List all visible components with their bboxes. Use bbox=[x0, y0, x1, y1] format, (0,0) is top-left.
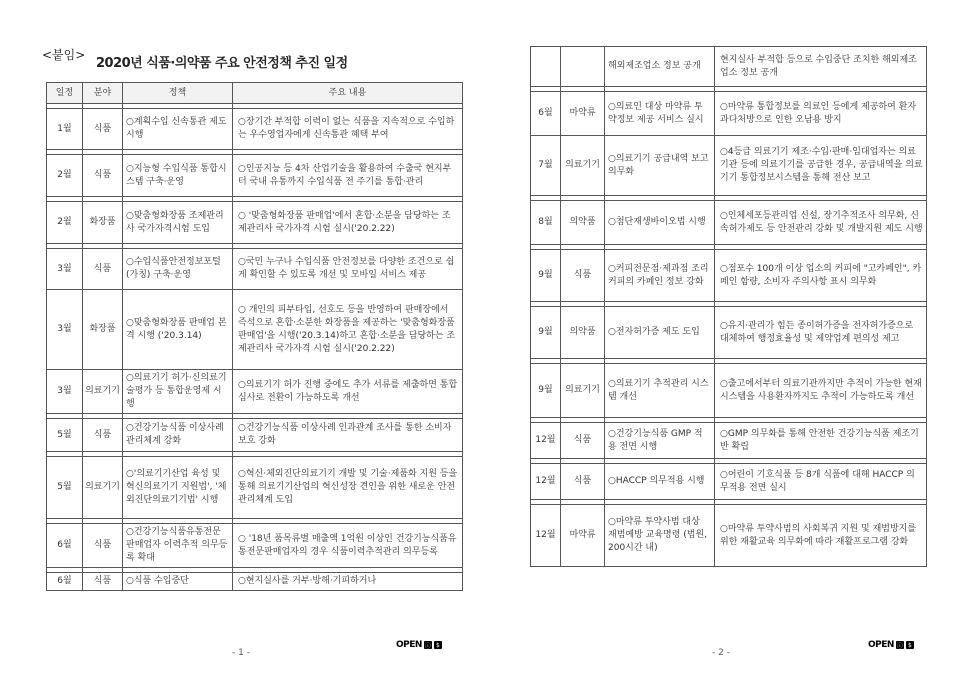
row-policy: ○수입식품안전정보포털(가칭) 구축·운영 bbox=[123, 249, 233, 290]
page-number: - 2 - bbox=[712, 648, 730, 658]
license-icon: $ bbox=[434, 641, 442, 649]
attachment-tag: <붙임> bbox=[42, 48, 86, 62]
row-policy: ○식품 수입중단 bbox=[123, 573, 233, 591]
table-row bbox=[531, 505, 927, 567]
table-row bbox=[47, 290, 463, 370]
row-policy: ○지능형 수입식품 통합시스템 구축·운영 bbox=[123, 155, 233, 197]
row-month: 8월 bbox=[531, 201, 561, 245]
row-content: ○마약류 투약사범의 사회복귀 지원 및 재범방지를 위한 재활교육 의무화에 따라 재활프로그램 강화 bbox=[715, 505, 927, 567]
row-content: ○마약류 통합정보를 의료인 등에게 제공하여 환자 과다처방으로 인한 오남용 방지 bbox=[715, 92, 927, 136]
open-logo-text: OPEN bbox=[868, 640, 894, 650]
row-month: 1월 bbox=[47, 109, 83, 150]
row-field: 식품 bbox=[561, 464, 605, 500]
header-content: 주요 내용 bbox=[233, 83, 463, 104]
row-content: ○유지·관리가 힘든 종이허가증을 전자허가증으로 대체하여 행정효율성 및 제약업계 편의성 제고 bbox=[715, 307, 927, 359]
row-month: 2월 bbox=[47, 202, 83, 244]
row-policy: ○건강기능식품 GMP 적용 전면 시행 bbox=[605, 423, 715, 459]
row-month: 9월 bbox=[531, 364, 561, 418]
row-month: 5월 bbox=[47, 419, 83, 452]
table-row bbox=[531, 364, 927, 418]
row-policy: ○첨단재생바이오법 시행 bbox=[605, 201, 715, 245]
row-policy: ○'의료기기산업 육성 및 혁신의료기기 지원법', '체외진단의료기기법' 시행 bbox=[123, 457, 233, 519]
header-policy: 정책 bbox=[123, 83, 233, 104]
row-month: 3월 bbox=[47, 290, 83, 370]
license-icon: $ bbox=[906, 641, 914, 649]
row-content: ○어린이 기호식품 등 8개 식품에 대해 HACCP 의무적용 전면 실시 bbox=[715, 464, 927, 500]
table-row bbox=[47, 457, 463, 519]
row-policy: ○계획수입 신속통관 제도 시행 bbox=[123, 109, 233, 150]
row-policy: ○의료기기 공급내역 보고 의무화 bbox=[605, 136, 715, 196]
row-content: ○인공지능 등 4차 산업기술을 활용하여 수출국 현지부터 국내 유통까지 수입식품 전 주기를 통합·관리 bbox=[233, 155, 463, 197]
table-row bbox=[47, 109, 463, 150]
row-content: ○현지실사를 거부·방해·기피하거나 bbox=[233, 573, 463, 591]
page-2 bbox=[480, 0, 960, 678]
row-field: 마약류 bbox=[561, 505, 605, 567]
row-month: 7월 bbox=[531, 136, 561, 196]
row-field: 의료기기 bbox=[561, 364, 605, 418]
table-row bbox=[47, 370, 463, 414]
row-content: ○ '맞춤형화장품 판매업'에서 혼합·소분을 담당하는 조제관리사 국가자격 시험 실시('20.2.22) bbox=[233, 202, 463, 244]
table-row bbox=[47, 419, 463, 452]
row-field: 식품 bbox=[83, 524, 123, 568]
row-policy: ○의료인 대상 마약류 투약정보 제공 서비스 실시 bbox=[605, 92, 715, 136]
table-row bbox=[531, 307, 927, 359]
row-policy: ○HACCP 의무적용 시행 bbox=[605, 464, 715, 500]
row-field: 의료기기 bbox=[83, 370, 123, 414]
row-content: ○건강기능식품 이상사례 인과관계 조사를 통한 소비자 보호 강화 bbox=[233, 419, 463, 452]
row-policy: ○마약류 투약사범 대상 재범예방 교육명령 (법원, 200시간 내) bbox=[605, 505, 715, 567]
row-field: 화장품 bbox=[83, 202, 123, 244]
row-field: 식품 bbox=[83, 419, 123, 452]
row-month: 5월 bbox=[47, 457, 83, 519]
row-field: 마약류 bbox=[561, 92, 605, 136]
table-row bbox=[531, 423, 927, 459]
row-month: 3월 bbox=[47, 249, 83, 290]
row-policy: ○전자허가증 제도 도입 bbox=[605, 307, 715, 359]
open-license-logo bbox=[868, 640, 914, 650]
row-month: 6월 bbox=[531, 92, 561, 136]
row-policy: ○맞춤형화장품 판매업 본격 시행 ('20.3.14) bbox=[123, 290, 233, 370]
row-content: ○ '18년 품목류별 매출액 1억원 이상인 건강기능식품유통전문판매업자의 경우 식품이력추적관리 의무등록 bbox=[233, 524, 463, 568]
row-month: 3월 bbox=[47, 370, 83, 414]
header-field: 분야 bbox=[83, 83, 123, 104]
row-policy: ○맞춤형화장품 조제관리사 국가자격시험 도입 bbox=[123, 202, 233, 244]
row-content: ○의료기기 허가 진행 중에도 추가 서류를 제출하면 통합 심사로 전환이 가능하도록 개선 bbox=[233, 370, 463, 414]
document-title: 2020년 식품·의약품 주요 안전정책 추진 일정 bbox=[96, 56, 348, 71]
table-row bbox=[531, 201, 927, 245]
row-field: 식품 bbox=[83, 249, 123, 290]
table-header-row bbox=[47, 83, 463, 104]
table-row bbox=[47, 202, 463, 244]
table-row bbox=[531, 250, 927, 302]
row-policy: ○건강기능식품유통전문판매업자 이력추적 의무등록 확대 bbox=[123, 524, 233, 568]
row-field: 식품 bbox=[83, 155, 123, 197]
row-month: 12월 bbox=[531, 423, 561, 459]
row-field: 의약품 bbox=[561, 201, 605, 245]
row-content: ○GMP 의무화를 통해 안전한 건강기능식품 제조기반 확립 bbox=[715, 423, 927, 459]
row-field: 화장품 bbox=[83, 290, 123, 370]
table-row bbox=[47, 155, 463, 197]
row-content: ○혁신·체외진단의료기기 개발 및 기술·제품화 지원 등을 통해 의료기기산업의 혁신성장 견인을 위한 새로운 안전관리체계 도입 bbox=[233, 457, 463, 519]
row-content: 현지실사 부적합 등으로 수입중단 조치한 해외제조업소 정보 공개 bbox=[715, 47, 927, 87]
row-field: 의료기기 bbox=[561, 136, 605, 196]
table-row bbox=[47, 573, 463, 591]
row-content: ○국민 누구나 수입식품 안전정보를 다양한 조건으로 쉽게 확인할 수 있도록 개선 및 모바일 서비스 제공 bbox=[233, 249, 463, 290]
row-field: 의료기기 bbox=[83, 457, 123, 519]
row-content: ○4등급 의료기기 제조·수입·판매·임대업자는 의료기관 등에 의료기기를 공급한 경우, 공급내역을 의료기기 통합정보시스템을 통해 전산 보고 bbox=[715, 136, 927, 196]
row-content: ○인체세포등관리업 신설, 장기추적조사 의무화, 신속허가제도 등 안전관리 강화 및 개발지원 제도 시행 bbox=[715, 201, 927, 245]
schedule-table-page-1 bbox=[46, 82, 463, 591]
attribution-icon: ⓘ bbox=[424, 642, 431, 650]
row-policy: 해외제조업소 정보 공개 bbox=[605, 47, 715, 87]
row-field: 식품 bbox=[83, 109, 123, 150]
open-logo-text: OPEN bbox=[396, 640, 422, 650]
page-number: - 1 - bbox=[232, 648, 250, 658]
continued-row bbox=[531, 47, 927, 87]
row-month: 9월 bbox=[531, 307, 561, 359]
open-license-logo bbox=[396, 640, 442, 650]
row-month: 12월 bbox=[531, 464, 561, 500]
row-month: 12월 bbox=[531, 505, 561, 567]
row-content: ○ 개인의 피부타입, 선호도 등을 반영하여 판매장에서 즉석으로 혼합·소분한 화장품을 제공하는 '맞춤형화장품 판매업'을 시행('20.3.14)하고 혼합·소분을 담당하는 조제관리사 국가자격 시험 실시('20.2.22) bbox=[233, 290, 463, 370]
table-row bbox=[47, 524, 463, 568]
row-month: 6월 bbox=[47, 573, 83, 591]
row-month: 9월 bbox=[531, 250, 561, 302]
table-row bbox=[531, 136, 927, 196]
attribution-icon: ⓘ bbox=[896, 642, 903, 650]
row-month: 2월 bbox=[47, 155, 83, 197]
header-month: 일정 bbox=[47, 83, 83, 104]
row-field: 식품 bbox=[561, 250, 605, 302]
row-policy: ○의료기기 추적관리 시스템 개선 bbox=[605, 364, 715, 418]
table-row bbox=[531, 92, 927, 136]
schedule-table-page-2 bbox=[530, 46, 927, 567]
row-content: ○출고에서부터 의료기관까지만 추적이 가능한 현재 시스템을 사용환자까지도 추적이 가능하도록 개선 bbox=[715, 364, 927, 418]
row-field: 의약품 bbox=[561, 307, 605, 359]
row-policy: ○의료기기 허가·신의료기술평가 등 통합운영제 시행 bbox=[123, 370, 233, 414]
row-policy: ○커피전문점·제과점 조리커피의 카페인 정보 강화 bbox=[605, 250, 715, 302]
row-policy: ○건강기능식품 이상사례 관리체계 강화 bbox=[123, 419, 233, 452]
row-field: 식품 bbox=[83, 573, 123, 591]
row-content: ○점포수 100개 이상 업소의 커피에 "고카페인", 카페인 함량, 소비자 주의사항 표시 의무화 bbox=[715, 250, 927, 302]
row-content: ○장기간 부적합 이력이 없는 식품을 지속적으로 수입하는 우수영업자에게 신속통관 혜택 부여 bbox=[233, 109, 463, 150]
row-field: 식품 bbox=[561, 423, 605, 459]
table-row bbox=[531, 464, 927, 500]
row-month: 6월 bbox=[47, 524, 83, 568]
table-row bbox=[47, 249, 463, 290]
